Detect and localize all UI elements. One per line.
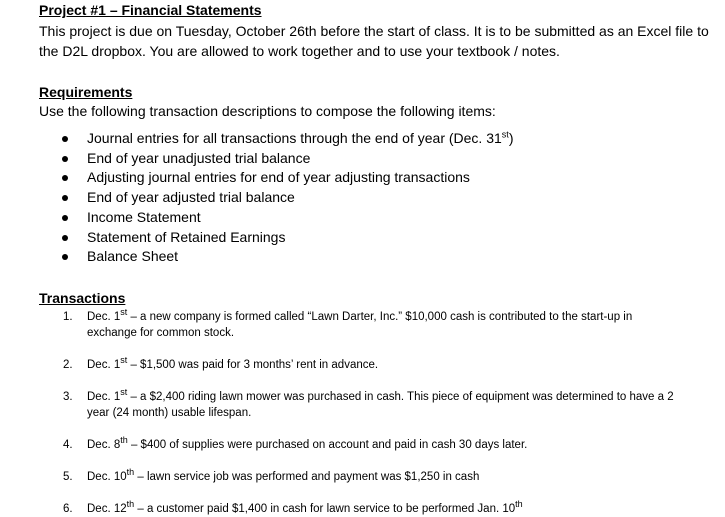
list-item: 4. Dec. 8th – $400 of supplies were purchased on account and paid in cash 30 days later. — [63, 435, 528, 451]
requirements-intro: Use the following transaction descriptions to compose the following items: — [39, 103, 496, 119]
project-intro: This project is due on Tuesday, October 26th before the start of class. It is to be submitted as an Excel file to the D2L dropbox. You are allowed to work together and to use your textbook / notes. — [39, 23, 709, 59]
list-item: Adjusting journal entries for end of year adjusting transactions — [39, 168, 719, 188]
list-item: End of year adjusted trial balance — [39, 188, 719, 208]
list-item: Statement of Retained Earnings — [39, 228, 719, 248]
list-item: Balance Sheet — [39, 247, 719, 267]
requirements-heading: Requirements — [39, 84, 133, 100]
list-item: 3. Dec. 1st – a $2,400 riding lawn mower was purchased in cash. This piece of equipment was determined to have a 2 year (24 month) usable lifespan. — [63, 387, 674, 419]
list-item: Income Statement — [39, 208, 719, 228]
bullet-icon — [62, 215, 68, 221]
bullet-icon — [62, 175, 68, 181]
list-item: 2. Dec. 1st – $1,500 was paid for 3 months’ rent in advance. — [63, 355, 379, 371]
bullet-icon — [62, 254, 68, 260]
project-title: Project #1 – Financial Statements — [39, 2, 262, 18]
bullet-icon — [62, 235, 68, 241]
transactions-list — [39, 309, 719, 517]
bullet-icon — [62, 156, 68, 162]
list-item: 5. Dec. 10th – lawn service job was performed and payment was $1,250 in cash — [63, 467, 480, 483]
bullet-icon — [62, 136, 68, 142]
document-page — [39, 0, 719, 517]
list-item: Journal entries for all transactions through the end of year (Dec. 31st) — [39, 129, 719, 149]
bullet-icon — [62, 195, 68, 201]
list-item: End of year unadjusted trial balance — [39, 149, 719, 169]
list-item: 6. Dec. 12th – a customer paid $1,400 in cash for lawn service to be performed Jan. 10th — [63, 499, 523, 515]
requirements-list — [39, 129, 719, 267]
list-item: 1. Dec. 1st – a new company is formed called “Lawn Darter, Inc.” $10,000 cash is contributed to the start-up in exchange for common stock. — [63, 307, 633, 339]
transactions-heading: Transactions — [39, 289, 126, 306]
